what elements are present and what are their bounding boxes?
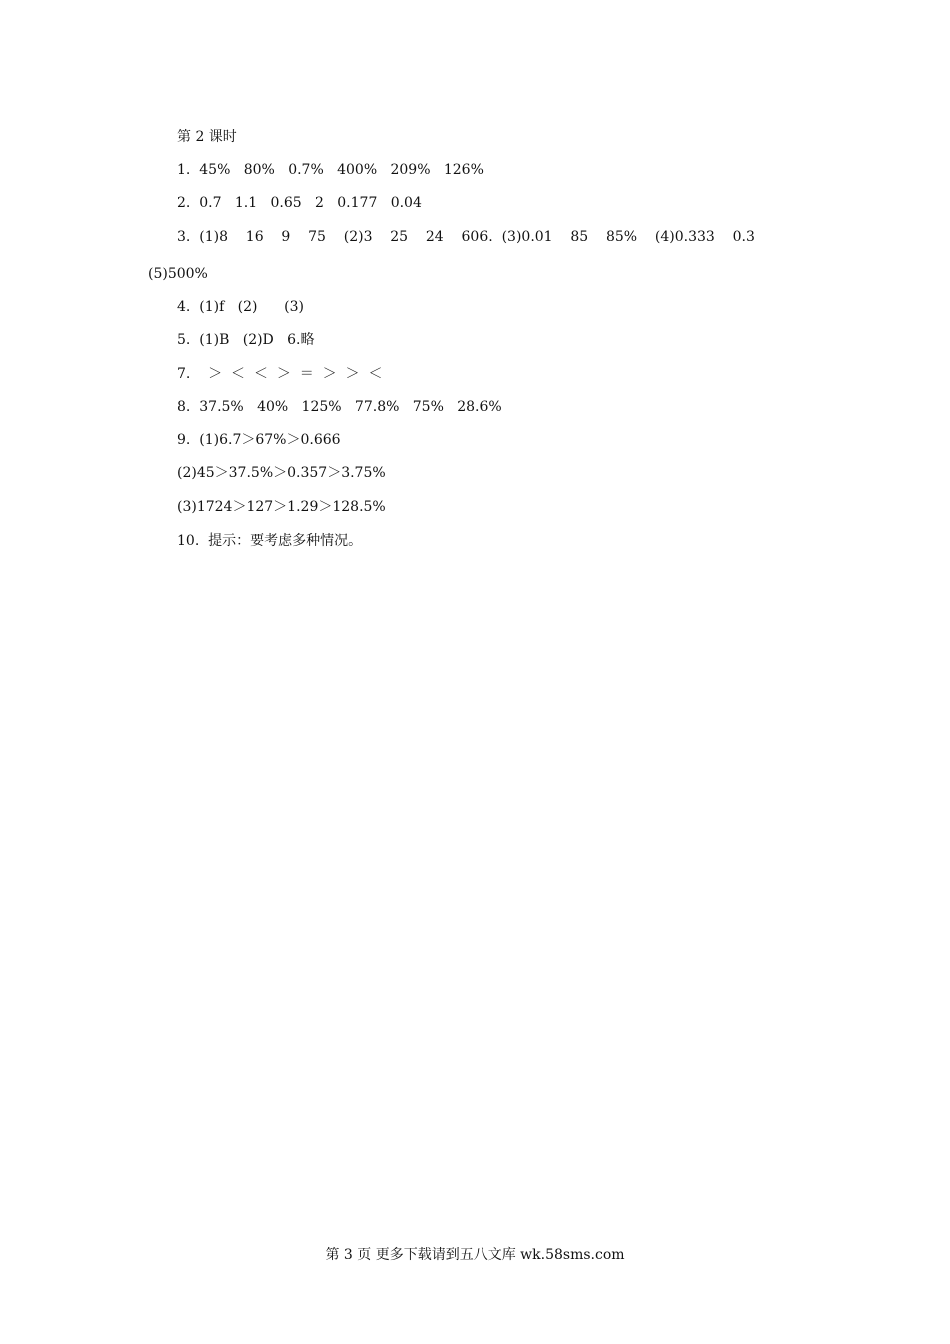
answer-line-3: 3. (1)8 16 9 75 (2)3 25 24 606. (3)0.01 85 85% (4)0.333 0.3	[177, 229, 755, 245]
answer-line-1: 1. 45% 80% 0.7% 400% 209% 126%	[177, 162, 484, 178]
answer-line-7: 7. ＞ ＜ ＜ ＞ ＝ ＞ ＞ ＜	[177, 366, 383, 382]
answer-line-10: 10. 提示：要考虑多种情况。	[177, 533, 363, 549]
answer-line-8: 8. 37.5% 40% 125% 77.8% 75% 28.6%	[177, 399, 502, 415]
answer-line-4: 4. (1)f (2) (3)	[177, 299, 304, 315]
answer-line-5-6: 5. (1)B (2)D 6.略	[177, 332, 315, 348]
section-title: 第 2 课时	[177, 129, 237, 145]
answer-line-9-3: (3)1724＞127＞1.29＞128.5%	[177, 499, 386, 515]
answer-line-2: 2. 0.7 1.1 0.65 2 0.177 0.04	[177, 195, 422, 211]
answer-line-3-continued: (5)500%	[148, 266, 208, 282]
answer-line-9: 9. (1)6.7＞67%＞0.666	[177, 432, 341, 448]
page-footer: 第 3 页 更多下载请到五八文库 wk.58sms.com	[325, 1247, 625, 1263]
answer-line-9-2: (2)45＞37.5%＞0.357＞3.75%	[177, 465, 386, 481]
